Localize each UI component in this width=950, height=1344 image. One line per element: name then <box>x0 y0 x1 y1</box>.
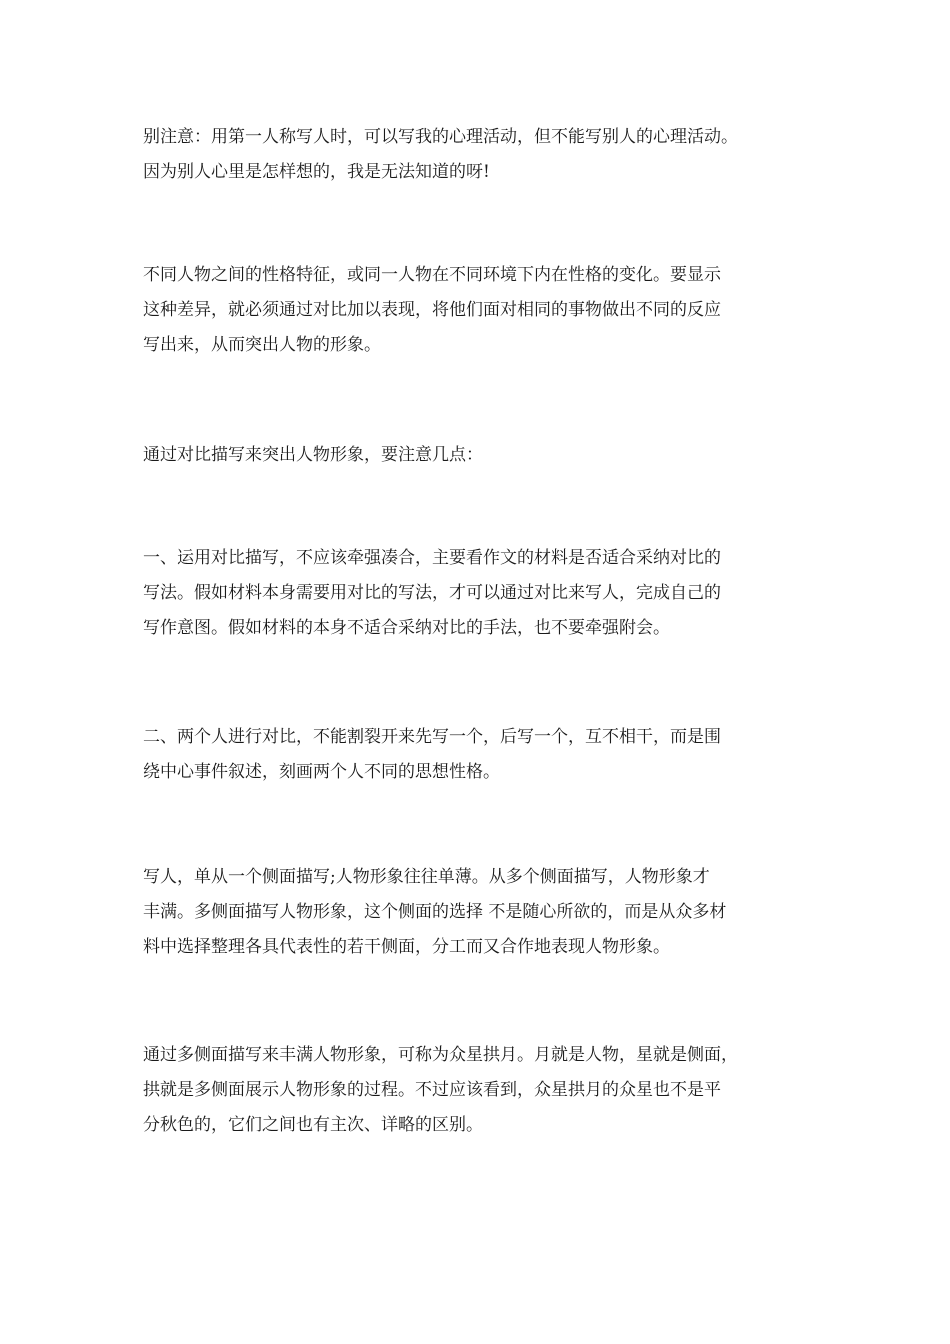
paragraph-contrast-points-heading <box>143 438 843 473</box>
text-line: 拱就是多侧面展示人物形象的过程。不过应该看到，众星拱月的众星也不是平 <box>143 1080 721 1100</box>
text-line: 丰满。多侧面描写人物形象，这个侧面的选择 不是随心所欲的，而是从众多材 <box>143 902 727 922</box>
text-line: 不同人物之间的性格特征，或同一人物在不同环境下内在性格的变化。要显示 <box>143 265 721 285</box>
text-line: 写法。假如材料本身需要用对比的写法，才可以通过对比来写人，完成自己的 <box>143 583 721 603</box>
text-line: 写人，单从一个侧面描写;人物形象往往单薄。从多个侧面描写，人物形象才 <box>143 867 710 887</box>
text-line: 二、两个人进行对比，不能割裂开来先写一个，后写一个，互不相干，而是围 <box>143 727 721 747</box>
paragraph-first-person-note <box>143 120 843 190</box>
paragraph-multi-side-description <box>143 860 843 965</box>
text-line: 别注意：用第一人称写人时，可以写我的心理活动，但不能写别人的心理活动。 <box>143 127 738 147</box>
paragraph-stars-around-moon <box>143 1038 843 1143</box>
paragraph-contrast-intro <box>143 258 843 363</box>
text-line: 通过对比描写来突出人物形象，要注意几点： <box>143 445 483 465</box>
paragraph-point-two <box>143 720 843 790</box>
text-line: 绕中心事件叙述，刻画两个人不同的思想性格。 <box>143 762 500 782</box>
text-line: 料中选择整理各具代表性的若干侧面，分工而又合作地表现人物形象。 <box>143 937 670 957</box>
paragraph-point-one <box>143 541 843 646</box>
text-line: 这种差异，就必须通过对比加以表现，将他们面对相同的事物做出不同的反应 <box>143 300 721 320</box>
text-line: 因为别人心里是怎样想的，我是无法知道的呀! <box>143 162 490 182</box>
text-line: 通过多侧面描写来丰满人物形象，可称为众星拱月。月就是人物，星就是侧面， <box>143 1045 738 1065</box>
text-line: 写作意图。假如材料的本身不适合采纳对比的手法，也不要牵强附会。 <box>143 618 670 638</box>
text-line: 写出来，从而突出人物的形象。 <box>143 335 381 355</box>
text-line: 分秋色的，它们之间也有主次、详略的区别。 <box>143 1115 483 1135</box>
text-line: 一、运用对比描写，不应该牵强凑合，主要看作文的材料是否适合采纳对比的 <box>143 548 721 568</box>
